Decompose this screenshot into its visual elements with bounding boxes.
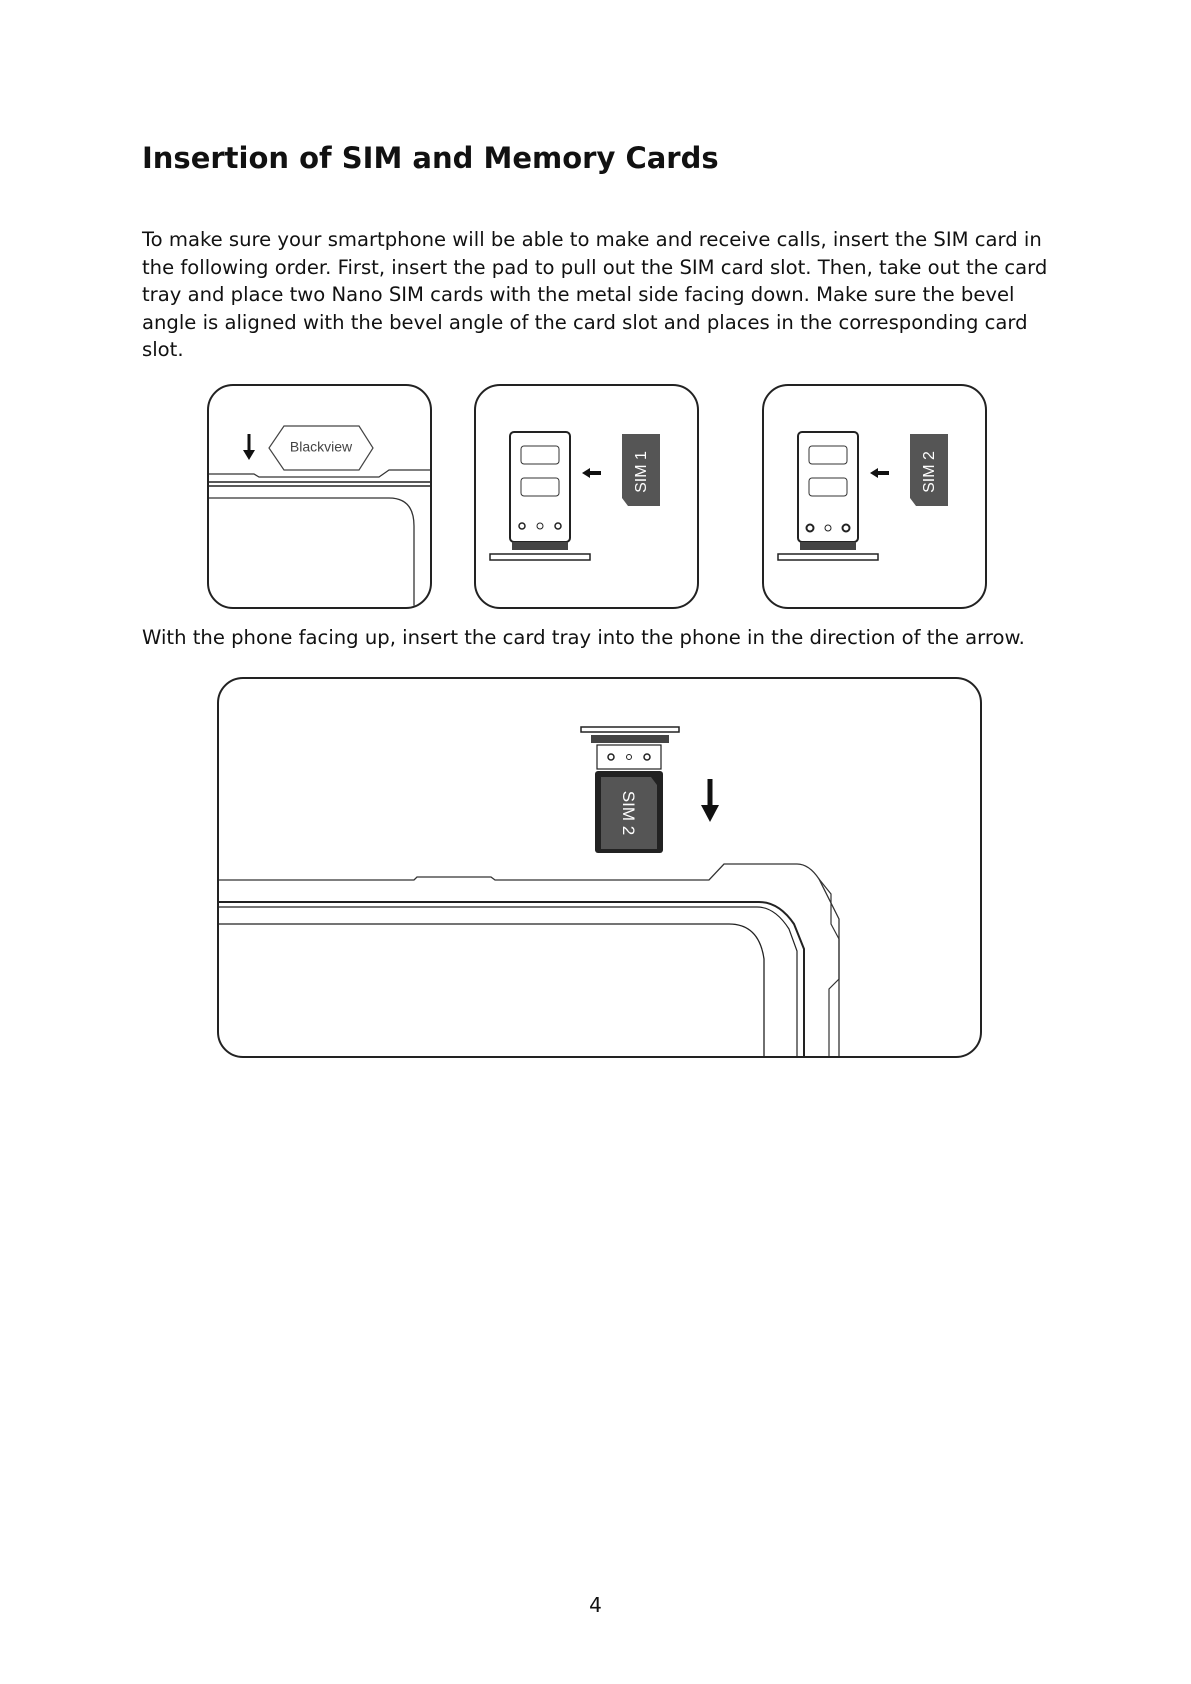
figure-caption: With the phone facing up, insert the card tray into the phone in the direction of the arrow. bbox=[142, 626, 1025, 649]
sim1-label: SIM 1 bbox=[633, 451, 650, 493]
eject-tool-label: Blackview bbox=[289, 438, 353, 455]
page-title: Insertion of SIM and Memory Cards bbox=[142, 141, 719, 175]
figure-sim1-tray bbox=[474, 384, 699, 609]
page-number: 4 bbox=[589, 1593, 602, 1617]
figure-sim2-tray bbox=[762, 384, 987, 609]
intro-paragraph: To make sure your smartphone will be able to make and receive calls, insert the SIM card in the following order. First, insert the pad to pull out the SIM card slot. Then, take out the card tray and place two Nano SIM cards with the metal side facing down. Make sure the bevel angle is aligned with the bevel angle of the card slot and places in the corresponding card slot. bbox=[142, 228, 1048, 361]
left-arrow-icon bbox=[582, 468, 590, 478]
sim2-label: SIM 2 bbox=[921, 451, 938, 493]
down-arrow-icon bbox=[243, 450, 255, 460]
figure-eject-tool bbox=[207, 384, 432, 609]
figure-insert-tray bbox=[217, 677, 982, 1058]
left-arrow-icon bbox=[870, 468, 878, 478]
down-arrow-icon bbox=[701, 805, 719, 822]
insert-sim-label: SIM 2 bbox=[619, 790, 638, 836]
